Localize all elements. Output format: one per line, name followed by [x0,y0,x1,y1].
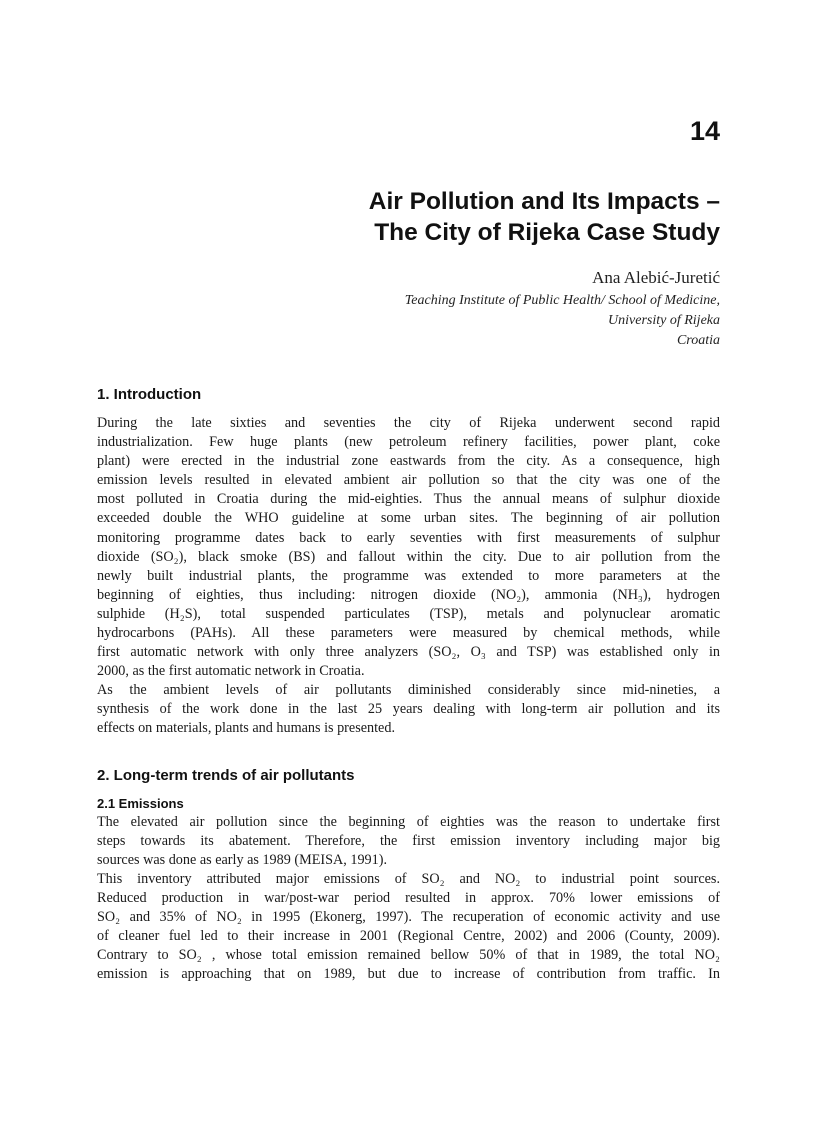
section-heading-long-term-trends: 2. Long-term trends of air pollutants [97,767,355,784]
text-line: sources was done as early as 1989 (MEISA, 1991). [97,852,387,869]
text-line: plant) were erected in the industrial zone eastwards from the city. As a consequence, high [97,453,720,470]
text-line: effects on materials, plants and humans is presented. [97,720,395,737]
text-line: Reduced production in war/post-war period resulted in approx. 70% lower emissions of [97,890,720,907]
text-line: The elevated air pollution since the beginning of eighties was the reason to undertake first [97,814,720,830]
text-line: As the ambient levels of air pollutants diminished considerably since mid-nineties, a [97,682,720,698]
chapter-title-line: Air Pollution and Its Impacts – [368,188,720,215]
intro-paragraph-2 [97,681,720,738]
text-line: sulphide (H₂S), total suspended particulates (TSP), metals and polynuclear aromatic [97,605,720,622]
text-line: SO₂ and 35% of NO₂ in 1995 (Ekonerg, 1997). The recuperation of economic activity and use [97,909,720,926]
text-line: emission is approaching that on 1989, but due to increase of contribution from traffic. In [97,966,720,983]
text-line: Contrary to SO₂ , whose total emission remained bellow 50% of that in 1989, the total NO₂ [97,947,720,964]
affiliation-line: University of Rijeka [608,313,720,328]
affiliation-line: Croatia [676,333,720,348]
intro-paragraph-1 [97,414,720,681]
text-line: first automatic network with only three analyzers (SO₂, O₃ and TSP) was established only in [97,644,720,661]
author-name: Ana Alebić-Juretić [592,268,720,287]
author-affiliation [405,291,720,351]
text-line: most polluted in Croatia during the mid-eighties. Thus the annual means of sulphur dioxide [97,491,720,508]
text-line: monitoring programme dates back to early seventies with first measurements of sulphur [97,529,720,546]
text-line: hydrocarbons (PAHs). All these parameters were measured by chemical methods, while [97,625,720,642]
text-line: emission levels resulted in elevated ambient air pollution so that the city was one of the [97,472,720,489]
text-line: synthesis of the work done in the last 25 years dealing with long-term air pollution and its [97,701,720,718]
affiliation-line: Teaching Institute of Public Health/ School of Medicine, [404,293,720,308]
emissions-paragraph-2 [97,870,720,985]
text-line: industrialization. Few huge plants (new petroleum refinery facilities, power plant, coke [97,434,720,451]
text-line: newly built industrial plants, the programme was extended to more parameters at the [97,567,720,584]
emissions-paragraph-1 [97,813,720,870]
text-line: dioxide (SO₂), black smoke (BS) and fallout within the city. Due to air pollution from the [97,548,720,565]
text-line: of cleaner fuel led to their increase in 2001 (Regional Centre, 2002) and 2006 (County, 2009). [97,928,720,945]
section-heading-introduction: 1. Introduction [97,386,202,403]
text-line: steps towards its abatement. Therefore, the first emission inventory including major big [97,833,720,850]
subsection-heading-emissions: 2.1 Emissions [97,796,184,811]
text-line: This inventory attributed major emissions of SO₂ and NO₂ to industrial point sources. [97,871,720,887]
chapter-number: 14 [689,116,720,146]
text-line: beginning of eighties, thus including: nitrogen dioxide (NO₂), ammonia (NH₃), hydrogen [97,586,720,603]
text-line: During the late sixties and seventies the city of Rijeka underwent second rapid [97,415,720,431]
chapter-title [369,186,720,248]
text-line: 2000, as the first automatic network in Croatia. [97,663,365,680]
chapter-title-line: The City of Rijeka Case Study [374,219,720,246]
text-line: exceeded double the WHO guideline at some urban sites. The beginning of air pollution [97,510,720,527]
